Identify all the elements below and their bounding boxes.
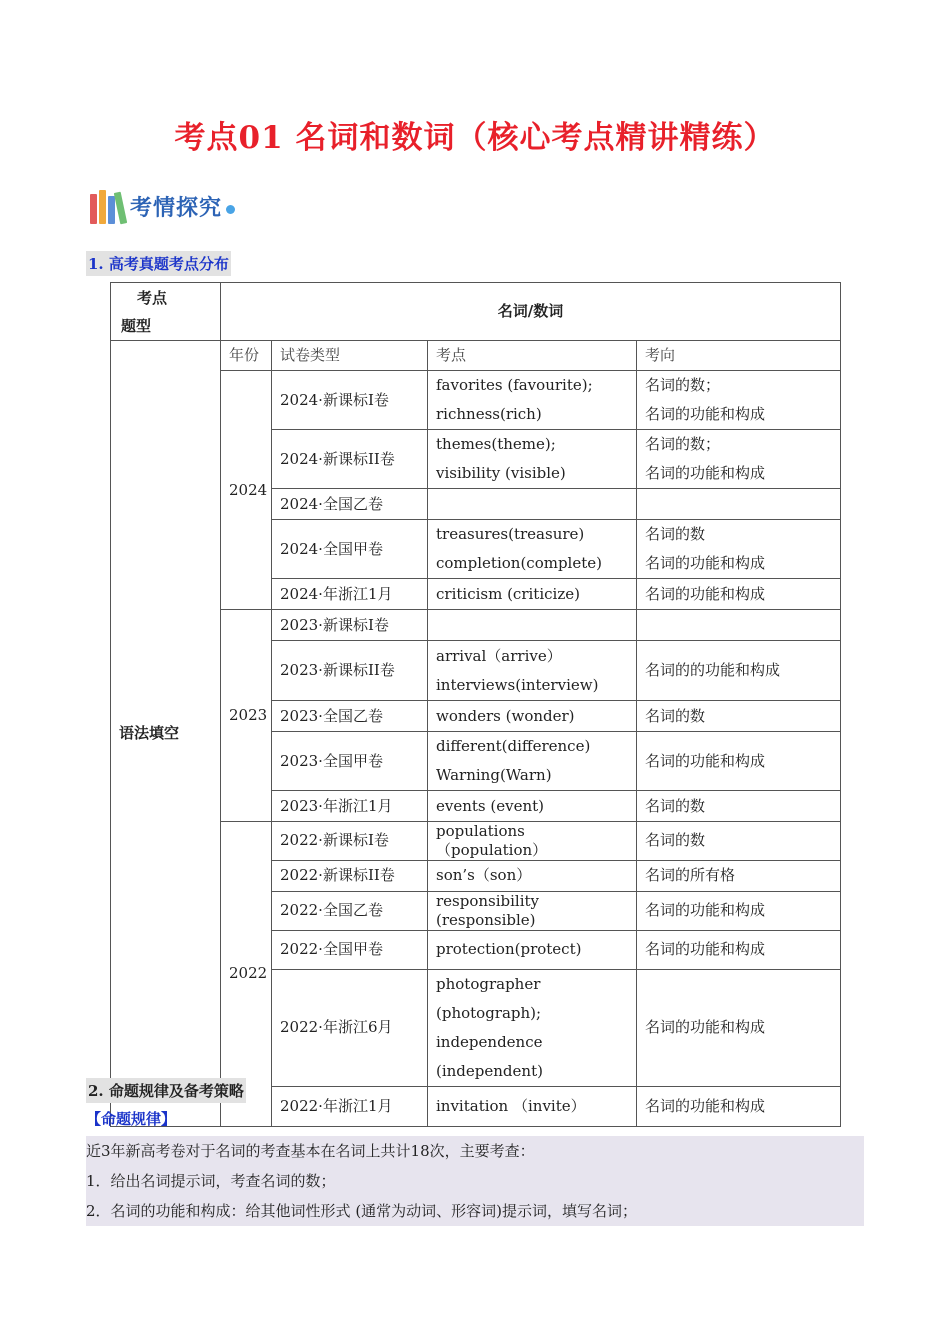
direction-text: 名词的功能和构成 (645, 554, 766, 572)
paper-cell: 2022·全国甲卷 (272, 930, 428, 969)
direction-cell (637, 489, 841, 520)
point-cell (428, 489, 637, 520)
paper-cell: 2022·新课标I卷 (272, 822, 428, 861)
rule-line: 近3年新高考卷对于名词的考查基本在名词上共计18次，主要考查： (86, 1142, 535, 1160)
rule-text-block (86, 1136, 864, 1226)
year-cell: 2024 (221, 371, 272, 610)
rule-line: 2．名词的功能和构成：给其他词性形式 (通常为动词、形容词)提示词，填写名词； (86, 1202, 638, 1220)
direction-text: 名词的数； (645, 376, 721, 394)
direction-cell (637, 791, 841, 822)
year-cell: 2023 (221, 610, 272, 822)
point-text: photographer (photograph); (436, 974, 542, 1022)
direction-text: 名词的数 (645, 706, 706, 725)
point-text: son’s（son） (436, 866, 532, 885)
direction-text: 名词的功能和构成 (645, 751, 766, 770)
direction-cell (637, 430, 841, 489)
direction-text: 名词的数 (645, 525, 706, 543)
direction-cell (637, 822, 841, 861)
direction-text: 名词的功能和构成 (645, 1096, 766, 1115)
point-text: themes(theme); (436, 435, 556, 453)
point-cell (428, 610, 637, 641)
column-header: 试卷类型 (272, 341, 428, 371)
point-text: independence (independent) (436, 1032, 543, 1080)
point-text: responsibility (responsible) (436, 891, 540, 929)
section2-heading: 2. 命题规律及备考策略 (86, 1078, 246, 1103)
paper-cell: 2024·全国乙卷 (272, 489, 428, 520)
point-cell (428, 732, 637, 791)
paper-cell: 2023·新课标I卷 (272, 610, 428, 641)
point-cell (428, 701, 637, 732)
point-text: visibility (visible) (436, 464, 566, 482)
corner-top: 考点 (137, 288, 168, 307)
section-banner (90, 186, 235, 226)
paper-cell: 2023·新课标II卷 (272, 641, 428, 701)
section1-heading: 1. 高考真题考点分布 (86, 251, 231, 276)
paper-cell: 2024·年浙江1月 (272, 579, 428, 610)
point-text: populations（population） (436, 822, 548, 859)
point-cell (428, 641, 637, 701)
direction-text: 名词的功能和构成 (645, 464, 766, 482)
table-row (111, 371, 841, 430)
paper-cell: 2022·年浙江1月 (272, 1086, 428, 1126)
point-text: criticism (criticize) (436, 584, 580, 603)
direction-text: 名词的功能和构成 (645, 901, 766, 920)
direction-cell (637, 520, 841, 579)
point-text: protection(protect) (436, 940, 582, 959)
point-text: wonders (wonder) (436, 706, 575, 725)
table-row (111, 610, 841, 641)
direction-cell (637, 579, 841, 610)
paper-cell: 2024·全国甲卷 (272, 520, 428, 579)
direction-cell (637, 641, 841, 701)
question-type-cell: 语法填空 (111, 341, 221, 1127)
direction-cell (637, 610, 841, 641)
column-header: 年份 (221, 341, 272, 371)
rule-label: 【命题规律】 (86, 1110, 177, 1128)
direction-cell (637, 732, 841, 791)
banner-title: 考情探究 (130, 195, 223, 221)
point-cell (428, 1086, 637, 1126)
year-cell: 2022 (221, 822, 272, 1127)
direction-cell (637, 1086, 841, 1126)
direction-text: 名词的数 (645, 796, 706, 815)
direction-text: 名词的功能和构成 (645, 584, 766, 603)
point-cell (428, 969, 637, 1086)
point-cell (428, 930, 637, 969)
point-cell (428, 520, 637, 579)
direction-cell (637, 701, 841, 732)
point-cell (428, 371, 637, 430)
point-cell (428, 430, 637, 489)
books-icon (90, 188, 126, 224)
point-cell (428, 860, 637, 891)
point-text: events (event) (436, 796, 545, 815)
point-cell (428, 579, 637, 610)
direction-text: 名词的功能和构成 (645, 1018, 766, 1037)
direction-text: 名词的所有格 (645, 866, 736, 885)
paper-cell: 2023·全国甲卷 (272, 732, 428, 791)
paper-cell: 2022·全国乙卷 (272, 891, 428, 930)
direction-cell (637, 930, 841, 969)
main-header: 名词/数词 (221, 283, 841, 341)
point-cell (428, 891, 637, 930)
point-cell (428, 822, 637, 861)
paper-cell: 2024·新课标II卷 (272, 430, 428, 489)
direction-text: 名词的功能和构成 (645, 940, 766, 959)
paper-cell: 2022·年浙江6月 (272, 969, 428, 1086)
column-header: 考点 (428, 341, 637, 371)
direction-cell (637, 891, 841, 930)
point-text: richness(rich) (436, 405, 542, 423)
page-title: 考点01 名词和数词（核心考点精讲精练） (174, 120, 776, 156)
point-text: different(difference) (436, 737, 591, 755)
direction-text: 名词的功能和构成 (645, 405, 766, 423)
paper-cell: 2023·全国乙卷 (272, 701, 428, 732)
direction-cell (637, 860, 841, 891)
corner-bottom: 题型 (121, 316, 152, 335)
table-row (111, 822, 841, 861)
point-text: interviews(interview) (436, 675, 599, 694)
point-text: treasures(treasure) (436, 525, 585, 543)
column-header: 考向 (637, 341, 841, 371)
exam-distribution-table (110, 282, 841, 1127)
direction-cell (637, 969, 841, 1086)
direction-cell (637, 371, 841, 430)
dot-icon (226, 205, 235, 214)
point-text: favorites (favourite); (436, 376, 593, 394)
paper-cell: 2024·新课标I卷 (272, 371, 428, 430)
point-cell (428, 791, 637, 822)
point-text: Warning(Warn) (436, 766, 552, 784)
corner-header (111, 283, 221, 341)
direction-text: 名词的数； (645, 435, 721, 453)
paper-cell: 2023·年浙江1月 (272, 791, 428, 822)
rule-line: 1．给出名词提示词，考查名词的数； (86, 1172, 336, 1190)
point-text: completion(complete) (436, 554, 602, 572)
paper-cell: 2022·新课标II卷 (272, 860, 428, 891)
point-text: invitation （invite） (436, 1096, 586, 1115)
direction-text: 名词的的功能和构成 (645, 661, 781, 680)
direction-text: 名词的数 (645, 831, 706, 850)
point-text: arrival（arrive） (436, 646, 562, 665)
